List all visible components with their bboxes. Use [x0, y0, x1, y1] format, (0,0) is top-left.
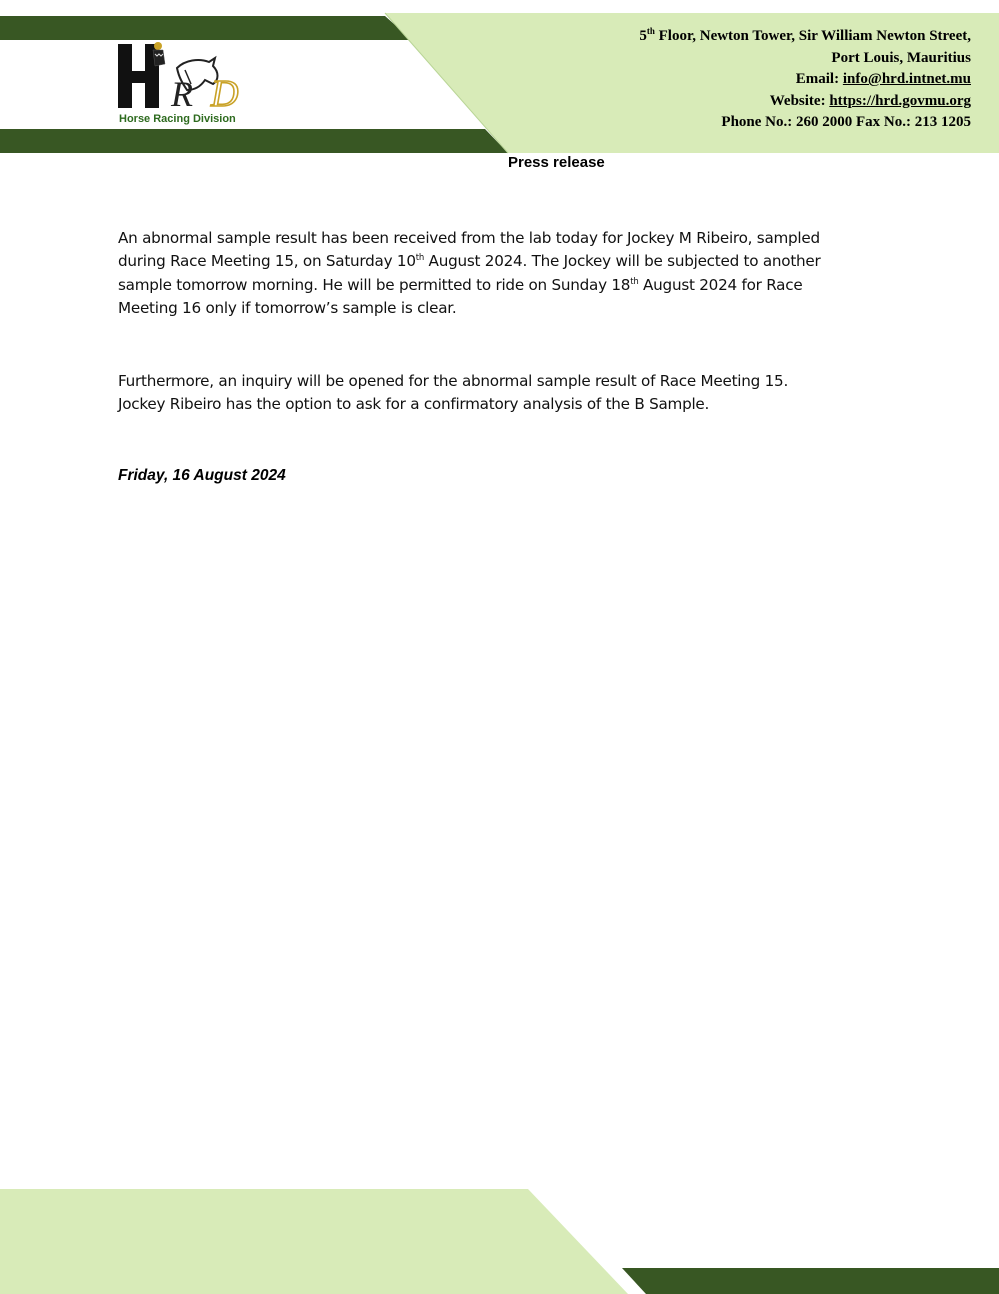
paragraph-1-line-3: sample tomorrow morning. He will be permitted to ride on Sunday 18th August 2024 for Race	[118, 275, 803, 294]
hrd-logo	[115, 40, 245, 130]
paragraph-1	[118, 227, 908, 321]
footer-dark-band	[622, 1268, 999, 1294]
website-line: Website: https://hrd.govmu.org	[769, 92, 971, 109]
paragraph-1-line-2: during Race Meeting 15, on Saturday 10th August 2024. The Jockey will be subjected to another	[118, 252, 821, 271]
address-line-1: 5th Floor, Newton Tower, Sir William Newton Street,	[639, 26, 971, 44]
email-line: Email: info@hrd.intnet.mu	[795, 71, 971, 87]
press-release-heading: Press release	[508, 154, 605, 171]
header-dark-band-bottom	[0, 129, 508, 153]
paragraph-2-line-2: Jockey Ribeiro has the option to ask for a confirmatory analysis of the B Sample.	[118, 395, 710, 414]
paragraph-1-line-4: Meeting 16 only if tomorrow’s sample is clear.	[118, 299, 457, 318]
paragraph-1-line-1: An abnormal sample result has been received from the lab today for Jockey M Ribeiro, sampled	[118, 229, 820, 247]
footer-light-panel	[0, 1189, 628, 1294]
paragraph-2	[118, 370, 908, 417]
paragraph-2-line-1: Furthermore, an inquiry will be opened for the abnormal sample result of Race Meeting 15.	[118, 372, 789, 390]
logo-letter-d: D	[211, 73, 239, 115]
logo-caption: Horse Racing Division	[119, 113, 236, 125]
contact-block	[639, 21, 971, 134]
phone-fax-line: Phone No.: 260 2000 Fax No.: 213 1205	[721, 114, 971, 130]
website-link[interactable]: https://hrd.govmu.org	[829, 92, 971, 109]
release-date: Friday, 16 August 2024	[118, 467, 286, 484]
logo-letter-r: R	[171, 74, 193, 114]
address-line-2: Port Louis, Mauritius	[831, 49, 971, 66]
header-dark-band-top	[0, 16, 412, 40]
email-link[interactable]: info@hrd.intnet.mu	[842, 71, 971, 87]
